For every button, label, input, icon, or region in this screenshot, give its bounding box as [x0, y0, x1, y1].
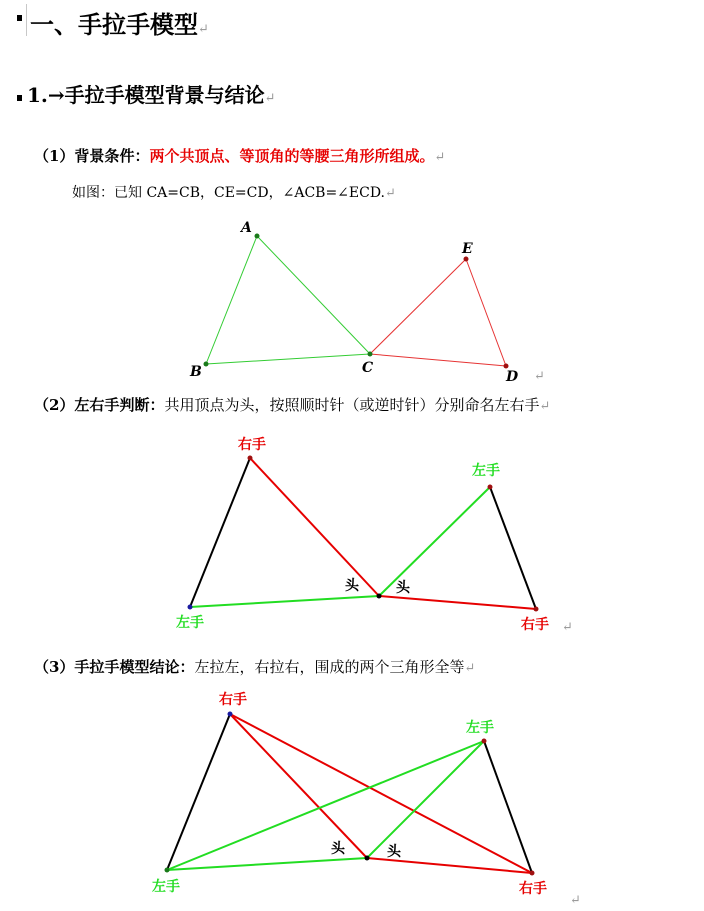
fig2-right-hand-top: 右手 [238, 437, 266, 453]
paragraph-mark: ↵ [464, 661, 476, 676]
label-D: D [506, 369, 519, 385]
section-2-text: 共用顶点为头，按照顺时针（或逆时针）分别命名左右手 [164, 396, 540, 414]
section-2-prefix: （2）左右手判断： [34, 396, 165, 414]
figure-2-paragraph-mark: ↵ [562, 620, 573, 635]
fig3-right-hand-bottom: 右手 [519, 881, 547, 897]
fig2-right-hand-bottom: 右手 [521, 617, 549, 633]
fig3-right-hand-top: 右手 [219, 692, 247, 708]
label-E: E [462, 241, 473, 257]
section-3-prefix: （3）手拉手模型结论： [34, 658, 195, 676]
heading-1-text: 一、手拉手模型 [30, 10, 198, 39]
label-B: B [190, 364, 202, 380]
figure-3-paragraph-mark: ↵ [570, 893, 581, 908]
fig3-head-right: 头 [387, 844, 401, 860]
fig2-head-right: 头 [396, 580, 410, 596]
fig3-head-left: 头 [331, 841, 345, 857]
fig2-left-hand-right: 左手 [472, 463, 500, 479]
fig2-head-left: 头 [345, 578, 359, 594]
paragraph-mark: ↵ [264, 91, 276, 106]
fig3-left-hand-right: 左手 [466, 720, 494, 736]
fig2-left-hand-bottom: 左手 [176, 615, 204, 631]
section-1-prefix: （1）背景条件： [34, 147, 150, 165]
paragraph-mark: ↵ [385, 186, 396, 201]
fig3-left-hand-bottom: 左手 [152, 879, 180, 895]
figure-1-paragraph-mark: ↵ [534, 369, 545, 384]
section-1-sentence-text: 如图：已知 CA=CB，CE=CD，∠ACB=∠ECD. [72, 185, 386, 201]
paragraph-mark: ↵ [434, 150, 446, 165]
label-C: C [362, 360, 374, 376]
paragraph-mark: ↵ [198, 22, 209, 37]
heading-2-text: 1.→手拉手模型背景与结论 [27, 83, 265, 107]
section-1-red-text: 两个共顶点、等顶角的等腰三角形所组成。 [149, 147, 435, 165]
paragraph-mark: ↵ [539, 399, 551, 414]
label-A: A [241, 220, 252, 236]
section-3-text: 左拉左，右拉右，围成的两个三角形全等 [194, 658, 465, 676]
